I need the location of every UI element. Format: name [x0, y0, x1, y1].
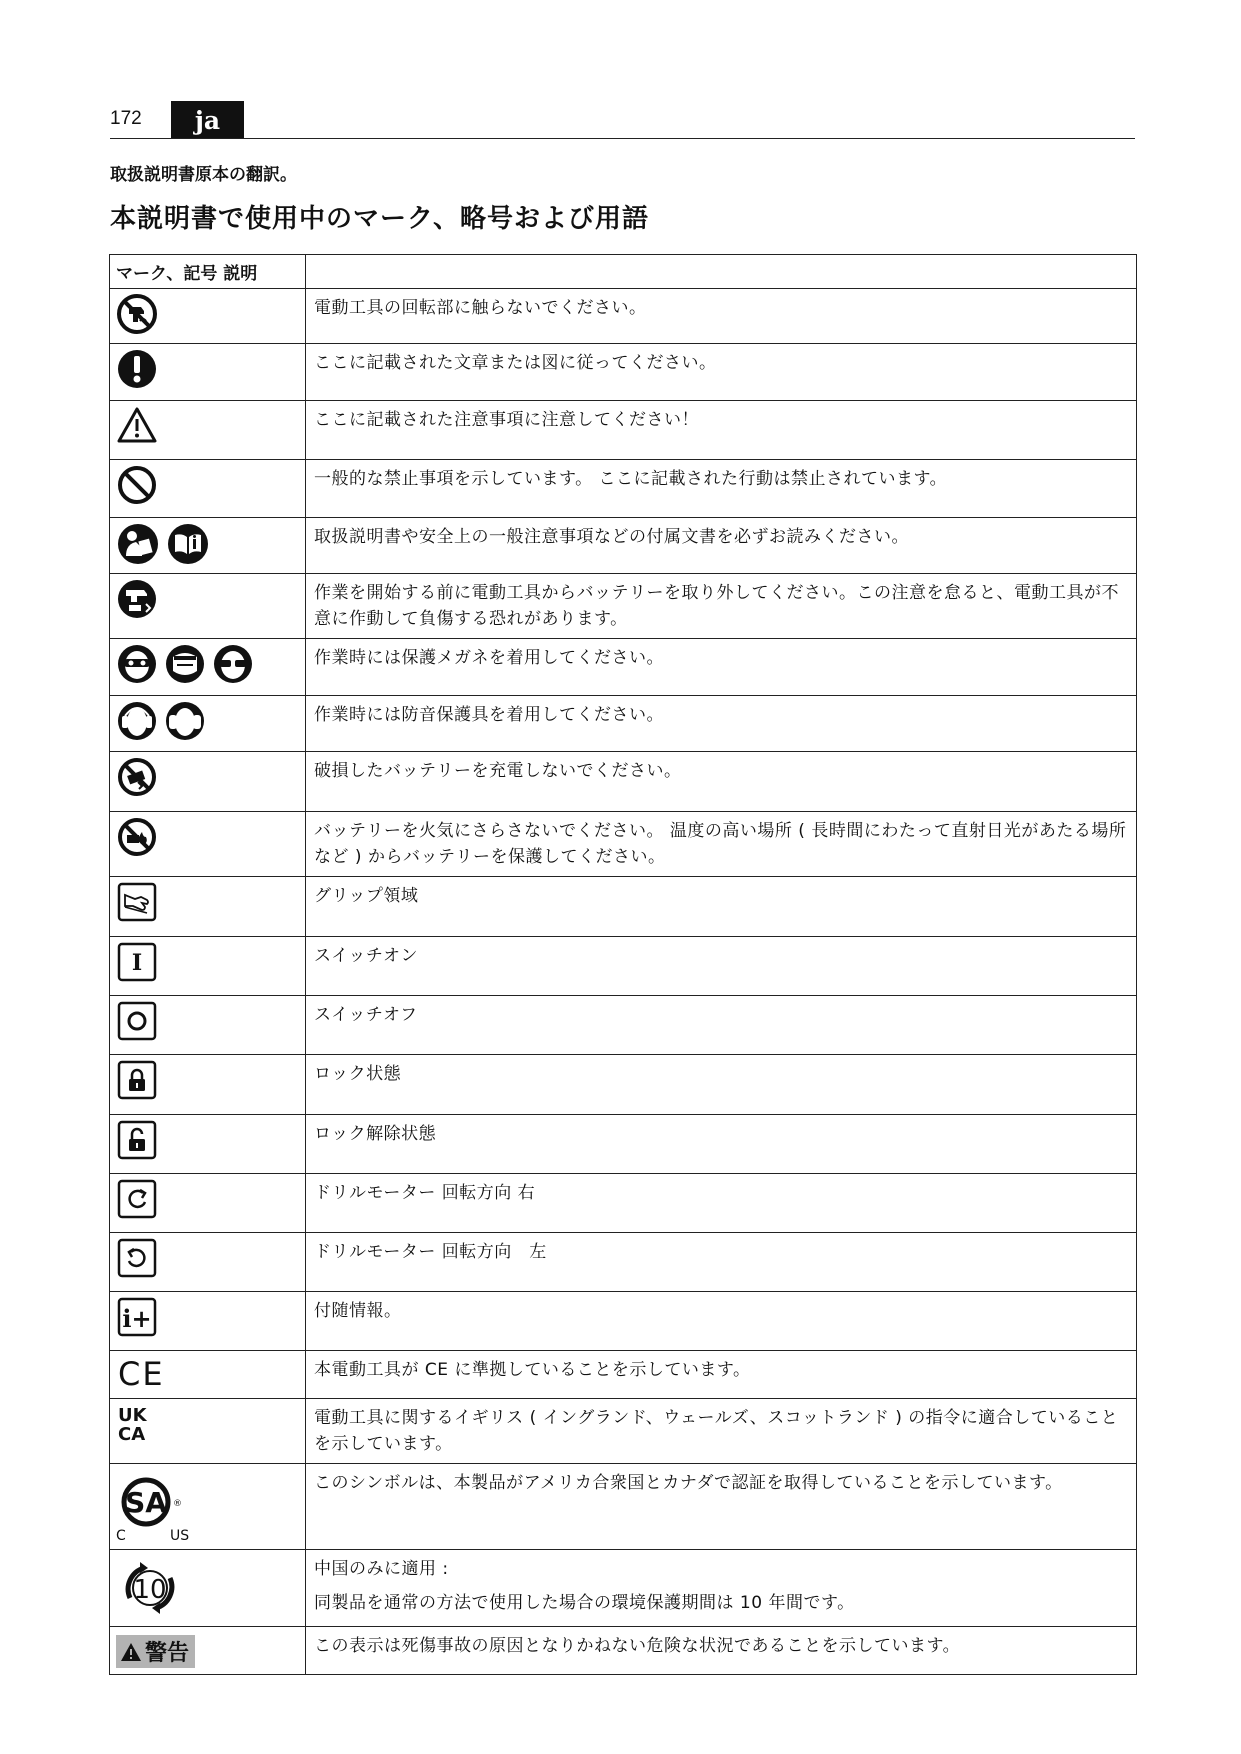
row-description: ロック解除状態 — [306, 1115, 1137, 1174]
ukca-bottom-text: CA — [118, 1424, 146, 1445]
mandatory-action-icon — [116, 348, 158, 390]
row-description: ドリルモーター 回転方向 左 — [306, 1233, 1137, 1292]
ce-mark-text: CE — [118, 1355, 165, 1391]
safety-goggles-icon — [116, 643, 158, 685]
language-tab: ja — [171, 101, 244, 138]
table-row — [110, 752, 1137, 812]
csa-us-label: US — [170, 1528, 190, 1544]
warning-triangle-icon — [116, 405, 158, 445]
lock-icon — [116, 1059, 158, 1101]
page-header — [110, 100, 1135, 139]
table-row — [110, 1351, 1137, 1399]
row-description: 破損したバッテリーを充電しないでください。 — [306, 752, 1137, 812]
switch-off-icon — [116, 1000, 158, 1042]
table-row — [110, 460, 1137, 518]
section-title: 本説明書で使用中のマーク、略号および用語 — [110, 204, 649, 234]
row-description: 電動工具に関するイギリス ( イングランド、ウェールズ、スコットランド ) の指令に適合していることを示しています。 — [306, 1399, 1137, 1464]
row-description: この表示は死傷事故の原因となりかねない危険な状況であることを示しています。 — [306, 1627, 1137, 1675]
column-header-description — [306, 255, 1137, 289]
table-row — [110, 1292, 1137, 1351]
switch-on-symbol: I — [131, 950, 143, 976]
table-row — [110, 1055, 1137, 1115]
row-description: 一般的な禁止事項を示しています。 ここに記載された行動は禁止されています。 — [306, 460, 1137, 518]
table-row — [110, 639, 1137, 696]
table-row — [110, 574, 1137, 639]
row-description: ここに記載された文章または図に従ってください。 — [306, 344, 1137, 401]
csa-mark-icon — [116, 1468, 200, 1544]
table-row — [110, 1233, 1137, 1292]
table-row — [110, 289, 1137, 344]
ukca-mark-icon — [116, 1403, 156, 1445]
table-row — [110, 1174, 1137, 1233]
csa-registered: ® — [173, 1499, 182, 1509]
manual-book-icon — [166, 522, 210, 566]
ukca-top-text: UK — [118, 1405, 147, 1426]
table-header-row — [110, 255, 1137, 289]
table-row — [110, 518, 1137, 574]
unlock-icon — [116, 1119, 158, 1161]
grip-area-icon — [116, 881, 158, 923]
remove-battery-icon — [116, 578, 158, 620]
page-number: 172 — [110, 108, 142, 129]
row-description-secondary: 同製品を通常の方法で使用した場合の環境保護期間は 10 年間です。 — [314, 1593, 855, 1613]
row-description: 作業時には防音保護具を着用してください。 — [306, 696, 1137, 752]
row-description: 取扱説明書や安全上の一般注意事項などの付属文書を必ずお読みください。 — [306, 518, 1137, 574]
warning-word: 警告 — [145, 1641, 190, 1666]
no-touching-rotating-parts-icon — [116, 293, 158, 335]
read-manual-icon — [116, 522, 160, 566]
additional-info-icon — [116, 1296, 158, 1338]
epup-number: 10 — [133, 1575, 167, 1605]
table-row — [110, 812, 1137, 877]
row-description: スイッチオフ — [306, 996, 1137, 1055]
table-row — [110, 1627, 1137, 1675]
row-description: スイッチオン — [306, 937, 1137, 996]
table-row — [110, 696, 1137, 752]
table-row — [110, 401, 1137, 460]
table-row — [110, 1399, 1137, 1464]
rotation-left-icon — [116, 1237, 158, 1279]
table-row — [110, 937, 1137, 996]
no-fire-battery-icon — [116, 816, 158, 858]
row-description: 本電動工具が CE に準拠していることを示しています。 — [306, 1351, 1137, 1399]
table-row — [110, 344, 1137, 401]
row-description: 作業時には保護メガネを着用してください。 — [306, 639, 1137, 696]
row-description: 中国のみに適用 : — [314, 1559, 449, 1579]
symbols-table — [109, 254, 1137, 1675]
table-row — [110, 877, 1137, 937]
row-description: ロック状態 — [306, 1055, 1137, 1115]
ce-mark-icon — [116, 1355, 166, 1391]
switch-on-icon — [116, 941, 158, 983]
ear-protection-icon — [116, 700, 158, 742]
row-description: 付随情報。 — [306, 1292, 1137, 1351]
rotation-right-icon — [116, 1178, 158, 1220]
ear-muffs-icon — [164, 700, 206, 742]
row-description: ここに記載された注意事項に注意してください！ — [306, 401, 1137, 460]
no-charging-damaged-battery-icon — [116, 756, 158, 798]
safety-glasses-icon — [212, 643, 254, 685]
csa-c-label: C — [116, 1528, 126, 1544]
csa-letters: SA — [125, 1486, 167, 1519]
table-row — [110, 996, 1137, 1055]
column-header-mark: マーク、記号 説明 — [110, 255, 306, 289]
row-description: このシンボルは、本製品がアメリカ合衆国とカナダで認証を取得していることを示しています。 — [306, 1464, 1137, 1550]
table-row — [110, 1550, 1137, 1627]
info-symbol: i+ — [122, 1304, 152, 1333]
row-description: バッテリーを火気にさらさないでください。 温度の高い場所 ( 長時間にわたって直射日光があたる場所など ) からバッテリーを保護してください。 — [306, 812, 1137, 877]
warning-signal-icon — [116, 1635, 195, 1668]
row-description: 作業を開始する前に電動工具からバッテリーを取り外してください。この注意を怠ると、電動工具が不意に作動して負傷する恐れがあります。 — [306, 574, 1137, 639]
translation-note: 取扱説明書原本の翻訳。 — [110, 165, 297, 185]
row-description: グリップ領域 — [306, 877, 1137, 937]
table-row — [110, 1464, 1137, 1550]
warning-triangle-small-icon — [120, 1642, 142, 1662]
row-description: ドリルモーター 回転方向 右 — [306, 1174, 1137, 1233]
china-epup-10-icon — [116, 1554, 184, 1622]
prohibition-icon — [116, 464, 158, 506]
table-row — [110, 1115, 1137, 1174]
face-shield-icon — [164, 643, 206, 685]
row-description: 電動工具の回転部に触らないでください。 — [306, 289, 1137, 344]
